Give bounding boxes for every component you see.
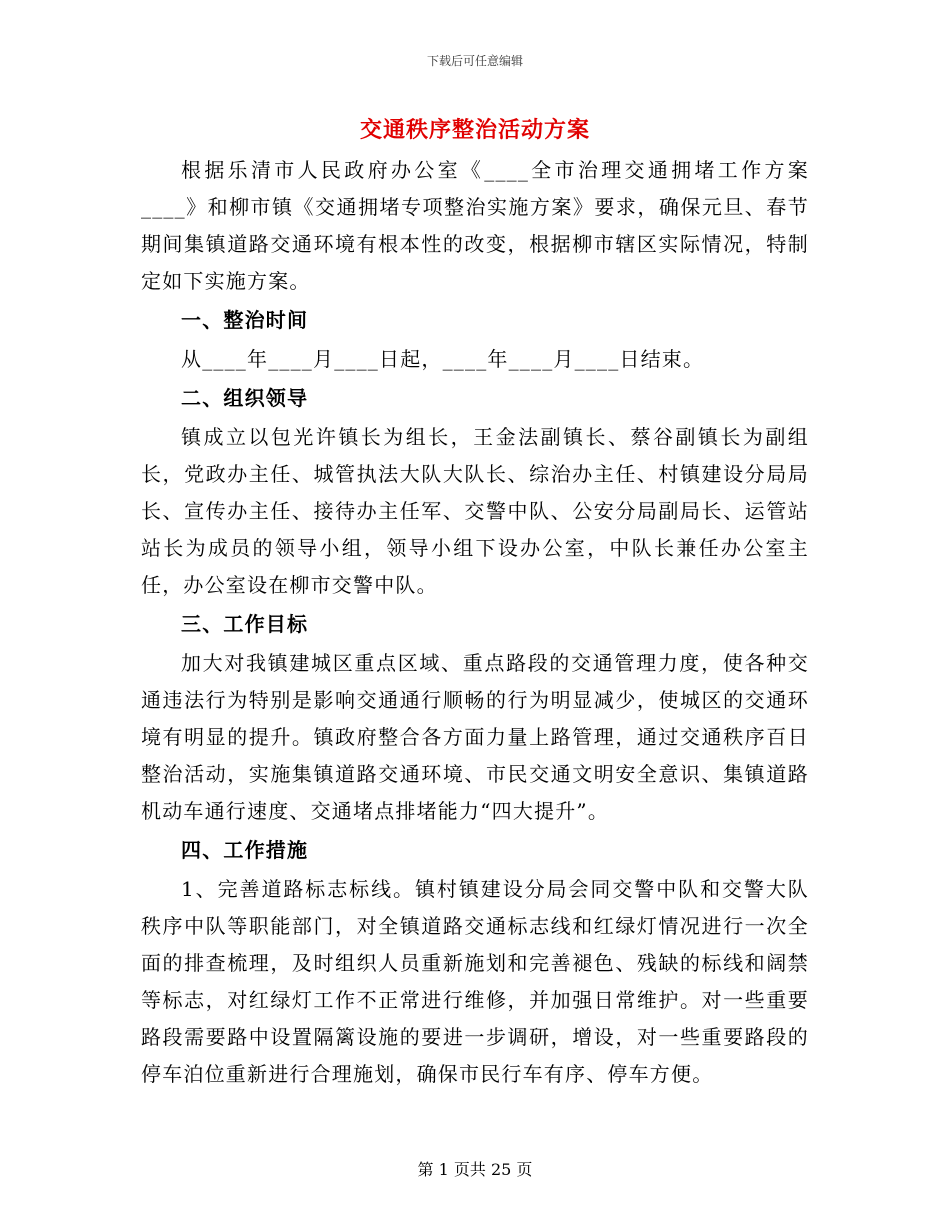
time-paragraph: 从____年____月____日起，____年____月____日结束。 — [181, 347, 705, 371]
document-title: 交通秩序整治活动方案 — [359, 117, 590, 143]
section-heading-leadership: 二、组织领导 — [181, 386, 309, 410]
section-heading-goals: 三、工作目标 — [181, 612, 309, 636]
leadership-paragraph: 镇成立以包光许镇长为组长，王金法副镇长、蔡谷副镇长为副组长，党政办主任、城管执法大队大队长、综治办主任、村镇建设分局局长、宣传办主任、接待办主任军、交警中队、公安分局副局长、运管站站长为成员的领导小组，领导小组下设办公室，中队长兼任办公室主任，办公室设在柳市交警中队。 — [141, 425, 809, 597]
header-note: 下载后可任意编辑 — [426, 54, 523, 68]
document-body — [141, 150, 809, 1093]
intro-paragraph: 根据乐清市人民政府办公室《____全市治理交通拥堵工作方案____》和柳市镇《交通拥堵专项整治实施方案》要求，确保元旦、春节期间集镇道路交通环境有根本性的改变，根据柳市辖区实际情况，特制定如下实施方案。 — [141, 158, 809, 293]
page-footer: 第 1 页共 25 页 — [417, 1160, 533, 1179]
section-heading-time: 一、整治时间 — [181, 308, 309, 332]
section-heading-measures: 四、工作措施 — [181, 838, 309, 862]
goals-paragraph: 加大对我镇建城区重点区域、重点路段的交通管理力度，使各种交通违法行为特别是影响交通通行顺畅的行为明显减少，使城区的交通环境有明显的提升。镇政府整合各方面力量上路管理，通过交通秩序百日整治活动，实施集镇道路交通环境、市民交通文明安全意识、集镇道路机动车通行速度、交通堵点排堵能力“四大提升”。 — [141, 651, 809, 823]
measures-paragraph: 1、完善道路标志标线。镇村镇建设分局会同交警中队和交警大队秩序中队等职能部门，对全镇道路交通标志线和红绿灯情况进行一次全面的排查梳理，及时组织人员重新施划和完善褪色、残缺的标线和阔禁等标志，对红绿灯工作不正常进行维修，并加强日常维护。对一些重要路段需要路中设置隔篱设施的要进一步调研，增设，对一些重要路段的停车泊位重新进行合理施划，确保市民行车有序、停车方便。 — [141, 877, 809, 1086]
